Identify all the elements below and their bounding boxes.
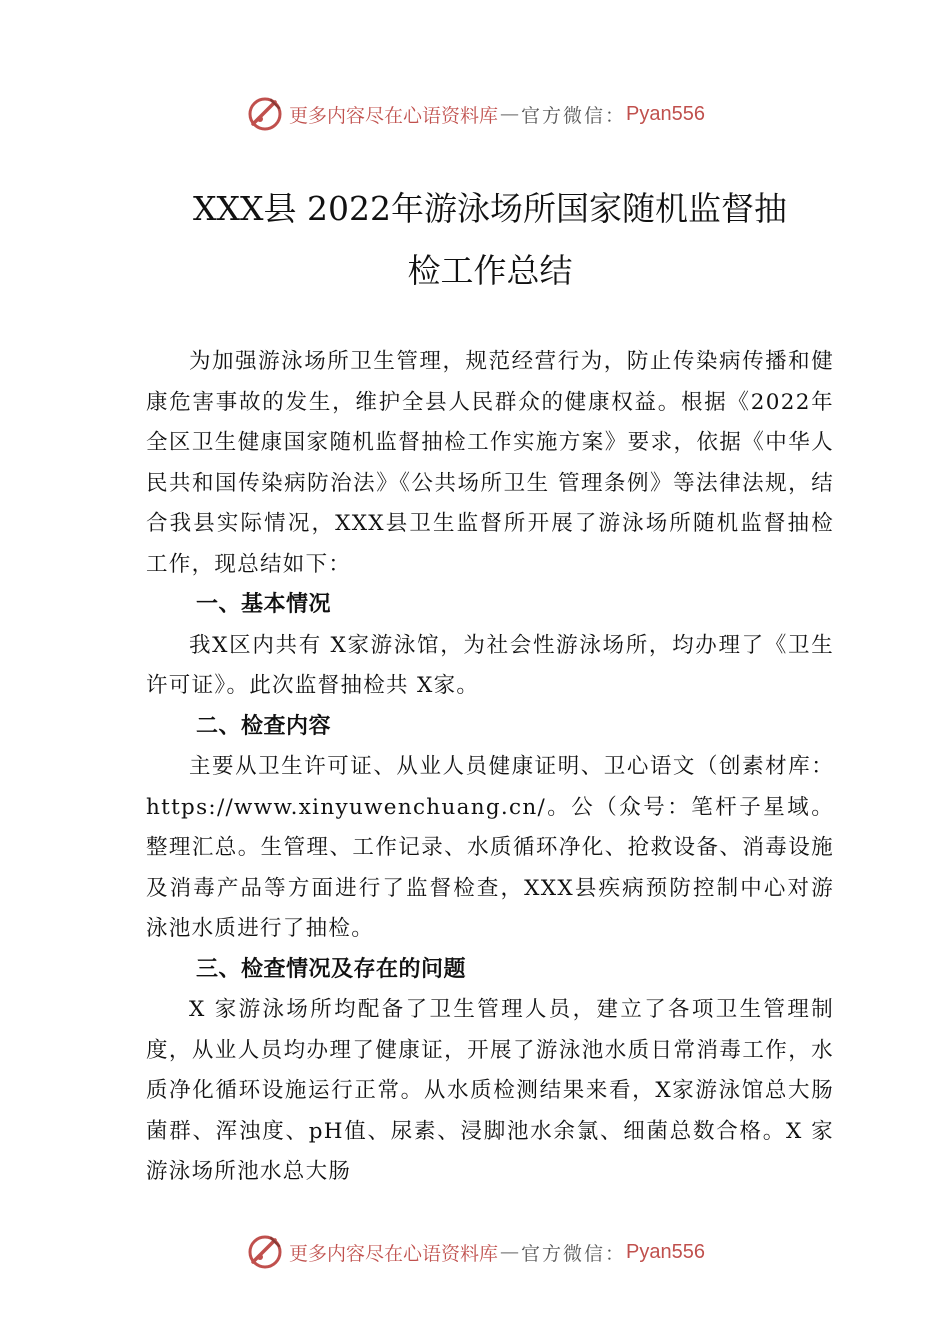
section-heading-2: 二、检查内容 xyxy=(196,713,332,739)
wechat-id: Pyan556 xyxy=(626,1240,705,1263)
section-paragraph-3: X 家游泳场所均配备了卫生管理人员，建立了各项卫生管理制度，从业人员均办理了健康证，开展了游泳池水质日常消毒工作，水质净化循环设施运行正常。从水质检测结果来看，X家游泳馆总大肠菌群、浑浊度、pH值、尿素、浸脚池水余氯、细菌总数合格。X 家游泳场所池水总大肠 xyxy=(146,997,834,1184)
banner-text: 更多内容尽在心语资料库 xyxy=(289,1242,499,1265)
wechat-id: Pyan556 xyxy=(626,102,705,125)
section-heading-1: 一、基本情况 xyxy=(196,592,332,617)
document-body xyxy=(146,342,834,1193)
document-title xyxy=(120,178,860,302)
logo-icon xyxy=(245,94,285,134)
banner-label: 官方微信： xyxy=(521,104,627,127)
banner-dash: — xyxy=(500,103,520,125)
logo-icon xyxy=(245,1232,285,1272)
intro-paragraph: 为加强游泳场所卫生管理，规范经营行为，防止传染病传播和健康危害事故的发生，维护全县人民群众的健康权益。根据《2022年全区卫生健康国家随机监督抽检工作实施方案》要求，依据《中华人民共和国传染病防治法》《公共场所卫生 管理条例》等法律法规，结合我县实际情况，XXX县卫生监督所开展了游泳场所随机监督抽检工作，现总结如下： xyxy=(146,349,834,577)
banner-dash: — xyxy=(500,1241,520,1263)
title-line-1: XXX县 2022年游泳场所国家随机监督抽 xyxy=(193,189,787,228)
title-line-2: 检工作总结 xyxy=(407,251,573,290)
banner-label: 官方微信： xyxy=(521,1242,627,1265)
banner-text: 更多内容尽在心语资料库 xyxy=(289,104,499,127)
section-heading-3: 三、检查情况及存在的问题 xyxy=(196,956,467,982)
section-paragraph-2: 主要从卫生许可证、从业人员健康证明、卫心语文（创素材库：https://www.xinyuwenchuang.cn/。公（众号：笔杆子星域。整理汇总。生管理、工作记录、水质循环净化、抢救设备、消毒设施及消毒产品等方面进行了监督检查，XXX县疾病预防控制中心对游泳池水质进行了抽检。 xyxy=(146,754,834,941)
section-paragraph-1: 我X区内共有 X家游泳馆，为社会性游泳场所，均办理了《卫生许可证》。此次监督抽检共 X家。 xyxy=(146,632,834,698)
footer-banner xyxy=(0,1232,950,1272)
header-banner xyxy=(0,94,950,134)
